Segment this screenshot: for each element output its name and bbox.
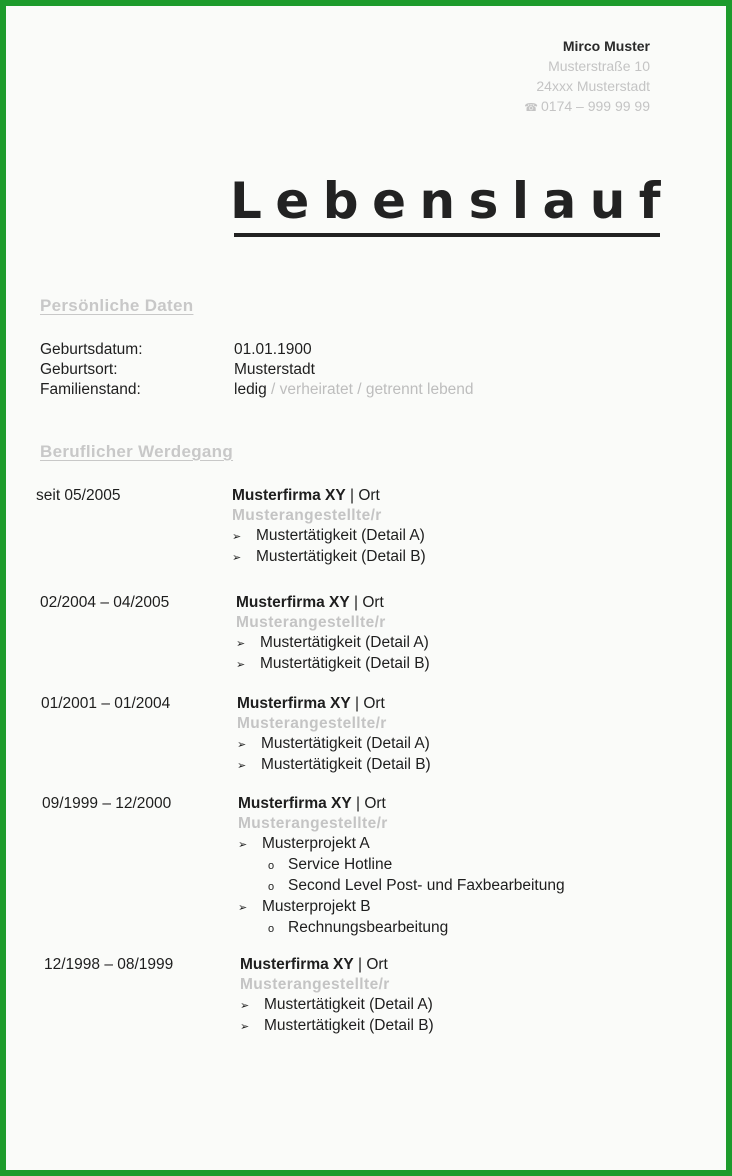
job-content [238,794,565,939]
arrow-bullet-icon: ➢ [238,902,248,914]
project-subitem: o Rechnungsbearbeitung [238,918,565,939]
sender-block [524,36,650,118]
job-detail: ➢ Mustertätigkeit (Detail A) [240,995,434,1016]
job-content [240,955,434,1037]
arrow-bullet-icon: ➢ [236,659,246,671]
job-period: seit 05/2005 [36,487,121,504]
sender-phone: 0174 – 999 99 99 [541,98,650,114]
page-title: Lebenslauf [230,172,675,230]
job-content [236,593,430,675]
birthplace-label: Geburtsort: [40,361,118,378]
job-detail: ➢ Mustertätigkeit (Detail A) [232,526,426,547]
job-role: Musterangestellte/r [240,976,390,993]
job-company: Musterfirma XY [237,695,351,712]
sender-phone-line [524,96,650,118]
arrow-bullet-icon: ➢ [237,739,247,751]
job-detail: ➢ Mustertätigkeit (Detail B) [232,547,426,568]
job-location: | Ort [349,594,384,611]
project-item: ➢ Musterprojekt A [238,834,565,855]
phone-icon: ☎ [524,102,538,114]
job-period: 01/2001 – 01/2004 [41,695,171,712]
marital-value [234,380,474,400]
circle-bullet-icon: o [268,860,275,872]
job-detail: ➢ Mustertätigkeit (Detail B) [240,1016,434,1037]
sender-name: Mirco Muster [562,38,650,54]
job-company: Musterfirma XY [232,487,346,504]
arrow-bullet-icon: ➢ [236,638,246,650]
job-content [232,486,426,568]
title-underline [234,233,660,237]
project-subitem: o Second Level Post- und Faxbearbeitung [238,876,565,897]
marital-value-main: ledig [234,381,267,398]
job-period: 02/2004 – 04/2005 [40,594,170,611]
job-role: Musterangestellte/r [237,715,387,732]
job-company: Musterfirma XY [236,594,350,611]
arrow-bullet-icon: ➢ [240,1000,250,1012]
job-role: Musterangestellte/r [232,507,382,524]
job-location: | Ort [353,956,388,973]
birthdate-value: 01.01.1900 [234,341,312,358]
arrow-bullet-icon: ➢ [232,552,242,564]
section-heading-career: Beruflicher Werdegang [40,442,234,461]
sender-city: 24xxx Musterstadt [536,78,650,94]
job-location: | Ort [351,795,386,812]
circle-bullet-icon: o [268,881,275,893]
job-role: Musterangestellte/r [236,614,386,631]
job-period: 12/1998 – 08/1999 [44,956,174,973]
project-subitem: o Service Hotline [238,855,565,876]
project-item: ➢ Musterprojekt B [238,897,565,918]
job-detail: ➢ Mustertätigkeit (Detail A) [236,633,430,654]
section-heading-personal: Persönliche Daten [40,296,194,315]
job-company: Musterfirma XY [240,956,354,973]
job-detail: ➢ Mustertätigkeit (Detail B) [237,755,431,776]
marital-value-options: / verheiratet / getrennt lebend [266,381,474,398]
job-detail: ➢ Mustertätigkeit (Detail B) [236,654,430,675]
job-role: Musterangestellte/r [238,815,388,832]
arrow-bullet-icon: ➢ [232,531,242,543]
job-location: | Ort [345,487,380,504]
job-location: | Ort [350,695,385,712]
marital-label: Familienstand: [40,381,141,398]
job-detail: ➢ Mustertätigkeit (Detail A) [237,734,431,755]
arrow-bullet-icon: ➢ [237,760,247,772]
arrow-bullet-icon: ➢ [240,1021,250,1033]
birthplace-value: Musterstadt [234,361,315,378]
job-company: Musterfirma XY [238,795,352,812]
job-content [237,694,431,776]
circle-bullet-icon: o [268,923,275,935]
job-period: 09/1999 – 12/2000 [42,795,172,812]
birthdate-label: Geburtsdatum: [40,341,143,358]
arrow-bullet-icon: ➢ [238,839,248,851]
sender-street: Musterstraße 10 [548,58,650,74]
